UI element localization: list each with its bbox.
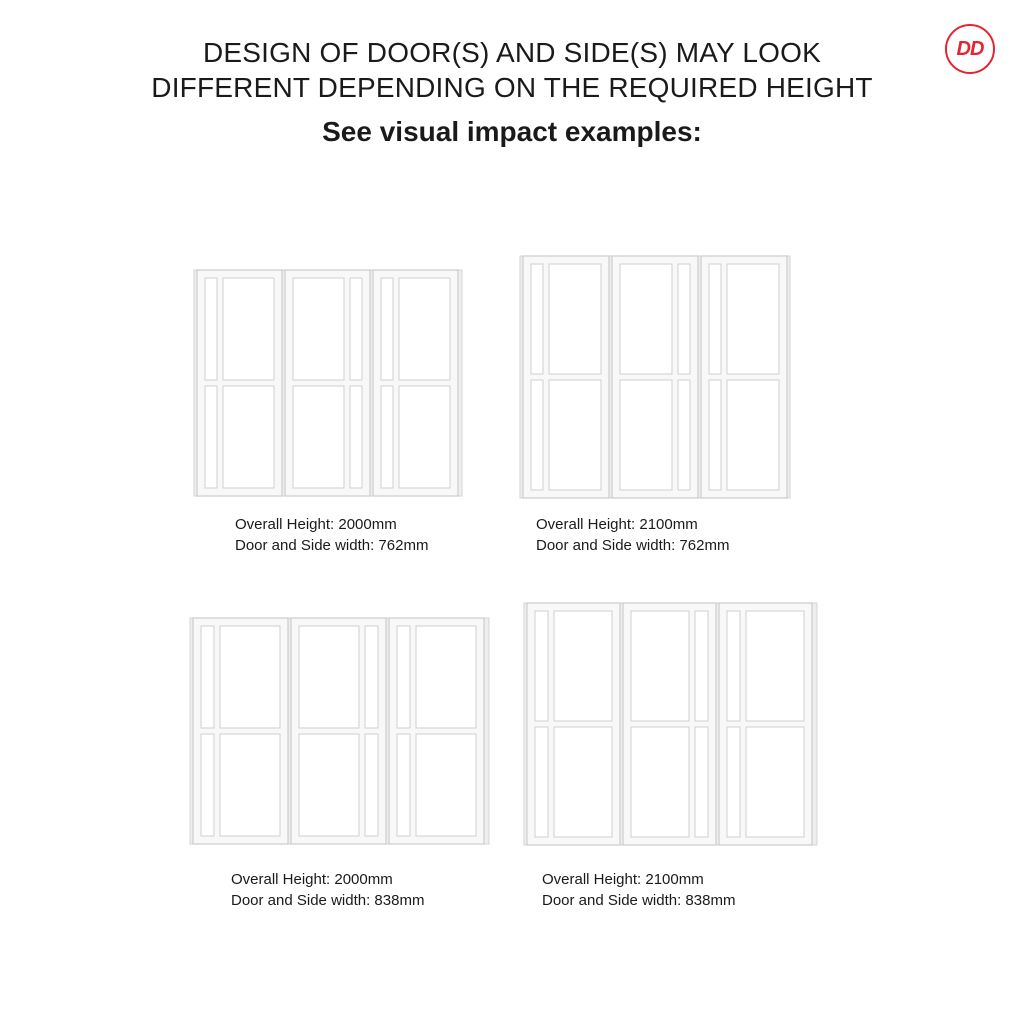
glass-pane <box>397 626 410 728</box>
glass-pane <box>201 626 214 728</box>
glass-pane <box>549 380 601 490</box>
door-set-illustration-2 <box>520 256 790 498</box>
glass-pane <box>397 734 410 836</box>
glass-pane <box>535 611 548 721</box>
glass-pane <box>299 626 359 728</box>
example-width-4: Door and Side width: 838mm <box>542 892 736 909</box>
glass-pane <box>365 626 378 728</box>
glass-pane <box>350 386 362 488</box>
glass-pane <box>293 278 344 380</box>
glass-pane <box>531 380 543 490</box>
glass-pane <box>709 380 721 490</box>
glass-pane <box>678 264 690 374</box>
glass-pane <box>293 386 344 488</box>
example-caption-2 <box>536 514 729 556</box>
door-set-illustration-3 <box>190 618 489 844</box>
glass-pane <box>201 734 214 836</box>
door-set-illustration-1 <box>194 270 462 496</box>
glass-pane <box>620 264 672 374</box>
glass-pane <box>531 264 543 374</box>
glass-pane <box>709 264 721 374</box>
heading-line-2: DIFFERENT DEPENDING ON THE REQUIRED HEIGHT <box>151 72 873 103</box>
glass-pane <box>727 611 740 721</box>
example-height-1: Overall Height: 2000mm <box>235 516 397 533</box>
glass-pane <box>727 380 779 490</box>
glass-pane <box>695 727 708 837</box>
example-width-2: Door and Side width: 762mm <box>536 537 730 554</box>
dd-logo <box>945 24 995 74</box>
glass-pane <box>223 278 274 380</box>
glass-pane <box>205 386 217 488</box>
heading-line-1: DESIGN OF DOOR(S) AND SIDE(S) MAY LOOK <box>203 37 821 68</box>
glass-pane <box>205 278 217 380</box>
glass-pane <box>549 264 601 374</box>
example-height-2: Overall Height: 2100mm <box>536 516 698 533</box>
example-width-1: Door and Side width: 762mm <box>235 537 429 554</box>
example-width-3: Door and Side width: 838mm <box>231 892 425 909</box>
glass-pane <box>678 380 690 490</box>
glass-pane <box>554 611 612 721</box>
glass-pane <box>695 611 708 721</box>
logo-text: DD <box>956 37 984 60</box>
glass-pane <box>220 626 280 728</box>
glass-pane <box>220 734 280 836</box>
example-height-4: Overall Height: 2100mm <box>542 871 704 888</box>
glass-pane <box>416 626 476 728</box>
example-caption-1 <box>235 514 428 556</box>
subtitle: See visual impact examples: <box>322 116 702 147</box>
glass-pane <box>365 734 378 836</box>
example-height-3: Overall Height: 2000mm <box>231 871 393 888</box>
glass-pane <box>350 278 362 380</box>
glass-pane <box>554 727 612 837</box>
glass-pane <box>620 380 672 490</box>
glass-pane <box>416 734 476 836</box>
glass-pane <box>727 727 740 837</box>
glass-pane <box>727 264 779 374</box>
glass-pane <box>381 386 393 488</box>
example-caption-4 <box>542 869 735 911</box>
example-caption-3 <box>231 869 424 911</box>
glass-pane <box>299 734 359 836</box>
glass-pane <box>746 727 804 837</box>
glass-pane <box>631 727 689 837</box>
glass-pane <box>223 386 274 488</box>
glass-pane <box>381 278 393 380</box>
glass-pane <box>746 611 804 721</box>
glass-pane <box>631 611 689 721</box>
glass-pane <box>535 727 548 837</box>
glass-pane <box>399 386 450 488</box>
glass-pane <box>399 278 450 380</box>
door-set-illustration-4 <box>524 603 817 845</box>
